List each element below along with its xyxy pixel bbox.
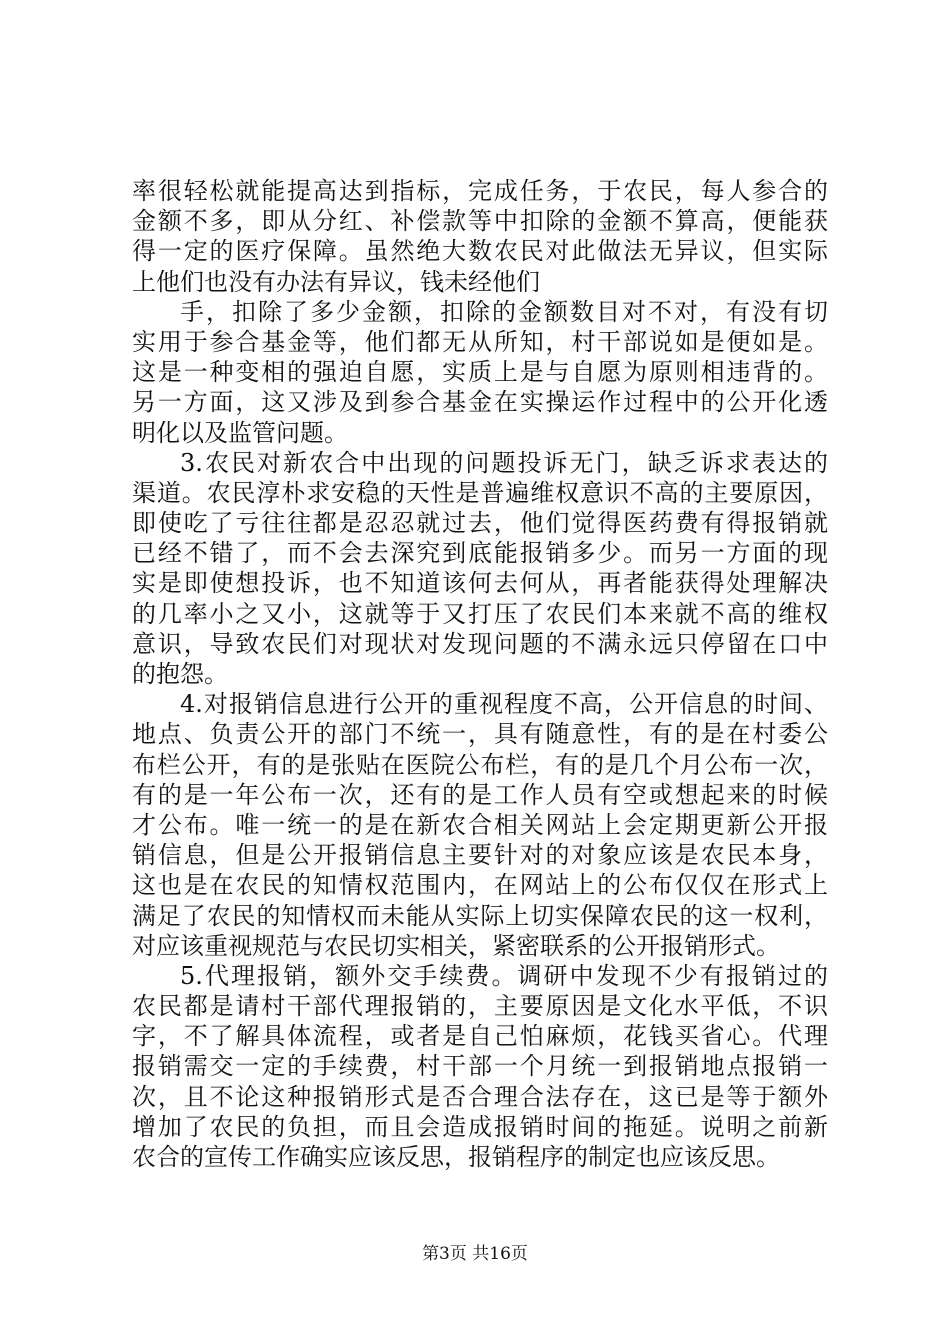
text-line: 的抱怨。	[132, 660, 228, 688]
text-line: 地点、负责公开的部门不统一，具有随意性，有的是在村委公	[132, 720, 828, 749]
text-line: 手，扣除了多少金额，扣除的金额数目对不对，有没有切	[180, 297, 828, 326]
text-line: 实用于参合基金等，他们都无从所知，村干部说如是便如是。	[132, 327, 828, 356]
text-line: 4.对报销信息进行公开的重视程度不高，公开信息的时间、	[180, 690, 828, 719]
text-line: 5.代理报销，额外交手续费。调研中发现不少有报销过的	[180, 961, 828, 990]
text-line: 次，且不论这种报销形式是否合理合法存在，这已是等于额外	[132, 1082, 828, 1111]
text-line: 报销需交一定的手续费，村干部一个月统一到报销地点报销一	[132, 1052, 828, 1081]
text-line: 满足了农民的知情权而未能从实际上切实保障农民的这一权利，	[132, 901, 828, 930]
text-line: 有的是一年公布一次，还有的是工作人员有空或想起来的时候	[132, 780, 828, 809]
text-line: 明化以及监管问题。	[132, 418, 348, 447]
text-line: 字，不了解具体流程，或者是自己怕麻烦，花钱买省心。代理	[132, 1022, 828, 1051]
text-line: 这是一种变相的强迫自愿，实质上是与自愿为原则相违背的。	[132, 358, 828, 387]
text-line: 销信息，但是公开报销信息主要针对的对象应该是农民本身，	[132, 841, 828, 870]
text-line: 意识，导致农民们对现状对发现问题的不满永远只停留在口中	[132, 629, 828, 658]
text-line: 增加了农民的负担，而且会造成报销时间的拖延。说明之前新	[132, 1112, 828, 1141]
text-line: 农合的宣传工作确实应该反思，报销程序的制定也应该反思。	[132, 1143, 780, 1171]
page-number-footer: 第3页 共16页	[422, 1244, 528, 1264]
text-line: 上他们也没有办法有异议，钱未经他们	[132, 267, 540, 296]
text-line: 3.农民对新农合中出现的问题投诉无门，缺乏诉求表达的	[180, 448, 828, 477]
text-line: 布栏公开，有的是张贴在医院公布栏，有的是几个月公布一次，	[132, 750, 828, 779]
text-line: 的几率小之又小，这就等于又打压了农民们本来就不高的维权	[132, 599, 828, 628]
body-text	[132, 176, 828, 1172]
text-line: 得一定的医疗保障。虽然绝大数农民对此做法无异议，但实际	[132, 237, 828, 266]
text-line: 另一方面，这又涉及到参合基金在实操运作过程中的公开化透	[132, 388, 828, 417]
text-line: 实是即使想投诉，也不知道该何去何从，再者能获得处理解决	[132, 569, 828, 598]
text-line: 才公布。唯一统一的是在新农合相关网站上会定期更新公开报	[132, 810, 828, 839]
text-line: 渠道。农民淳朴求安稳的天性是普遍维权意识不高的主要原因，	[132, 478, 828, 507]
text-line: 即使吃了亏往往都是忍忍就过去，他们觉得医药费有得报销就	[132, 509, 828, 538]
text-line: 对应该重视规范与农民切实相关，紧密联系的公开报销形式。	[132, 931, 780, 960]
text-line: 率很轻松就能提高达到指标，完成任务，于农民，每人参合的	[132, 177, 828, 205]
text-line: 已经不错了，而不会去深究到底能报销多少。而另一方面的现	[132, 539, 828, 568]
text-line: 金额不多，即从分红、补偿款等中扣除的金额不算高，便能获	[132, 207, 828, 236]
text-line: 这也是在农民的知情权范围内，在网站上的公布仅仅在形式上	[132, 871, 828, 900]
text-line: 农民都是请村干部代理报销的，主要原因是文化水平低，不识	[132, 992, 828, 1021]
